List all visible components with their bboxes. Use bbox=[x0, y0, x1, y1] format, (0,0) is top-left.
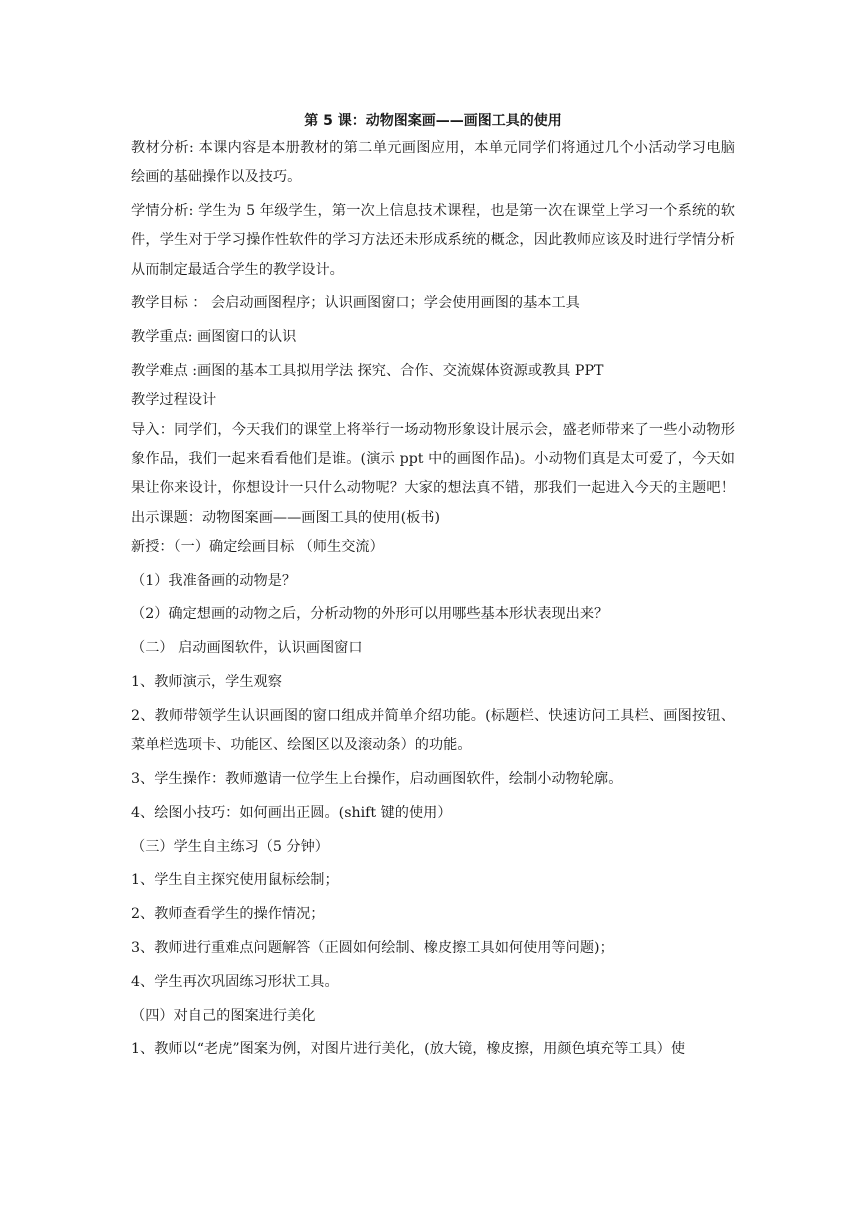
list-item: 1、教师以“老虎”图案为例，对图片进行美化，(放大镜，橡皮擦，用颜色填充等工具）使 bbox=[131, 1041, 686, 1058]
paragraph-difficulty: 教学难点 :画图的基本工具拟用学法 探究、合作、交流媒体资源或教具 PPT bbox=[131, 363, 604, 380]
list-item: 2、教师带领学生认识画图的窗口组成并简单介绍功能。(标题栏、快速访问工具栏、画图按钮、菜单栏选项卡、功能区、绘图区以及滚动条）的功能。 bbox=[131, 707, 735, 754]
paragraph-key-point: 教学重点: 画图窗口的认识 bbox=[131, 329, 297, 346]
list-item: 4、学生再次巩固练习形状工具。 bbox=[131, 973, 339, 990]
list-item: 4、绘图小技巧：如何画出正圆。(shift 键的使用） bbox=[131, 804, 452, 821]
paragraph-new-lesson: 新授：（一）确定绘画目标 （师生交流） bbox=[131, 538, 384, 555]
section-heading-3: （三）学生自主练习（5 分钟） bbox=[131, 838, 329, 855]
paragraph-textbook-analysis: 教材分析: 本课内容是本册教材的第二单元画图应用，本单元同学们将通过几个小活动学习电脑绘画的基础操作以及技巧。 bbox=[131, 140, 735, 186]
list-item: 1、学生自主探究使用鼠标绘制； bbox=[131, 872, 339, 889]
list-item: 3、学生操作：教师邀请一位学生上台操作，启动画图软件，绘制小动物轮廓。 bbox=[131, 770, 623, 787]
paragraph-process-heading: 教学过程设计 bbox=[131, 392, 217, 409]
section-heading-2: （二） 启动画图软件，认识画图窗口 bbox=[131, 640, 363, 657]
list-item: 3、教师进行重难点问题解答（正圆如何绘制、橡皮擦工具如何使用等问题)； bbox=[131, 939, 614, 956]
list-item: （2）确定想画的动物之后，分析动物的外形可以用哪些基本形状表现出来？ bbox=[131, 606, 609, 623]
list-item: 2、教师查看学生的操作情况； bbox=[131, 906, 325, 923]
list-item: 1、教师演示，学生观察 bbox=[131, 674, 282, 691]
paragraph-introduction: 导入：同学们，今天我们的课堂上将举行一场动物形象设计展示会，盛老师带来了一些小动物形象作品，我们一起来看看他们是谁。(演示 ppt 中的画图作品)。小动物们真是太可爱了，今天如果让你来设计，你想设计一只什么动物呢？大家的想法真不错，那我们一起进入今天的主题吧！出示课题：动物图案画——画图工具的使用(板书) bbox=[131, 421, 735, 526]
paragraph-teaching-goals: 教学目标 ： 会启动画图程序；认识画图窗口；学会使用画图的基本工具 bbox=[131, 295, 580, 312]
paragraph-student-analysis: 学情分析: 学生为 5 年级学生，第一次上信息技术课程，也是第一次在课堂上学习一个系统的软件，学生对于学习操作性软件的学习方法还未形成系统的概念，因此教师应该及时进行学情分析从而制定最适合学生的教学设计。 bbox=[131, 203, 735, 278]
lesson-title: 第 5 课：动物图案画——画图工具的使用 bbox=[304, 113, 562, 129]
document-page bbox=[131, 108, 735, 1065]
list-item: （1）我准备画的动物是？ bbox=[131, 572, 297, 589]
section-heading-4: （四）对自己的图案进行美化 bbox=[131, 1007, 316, 1024]
